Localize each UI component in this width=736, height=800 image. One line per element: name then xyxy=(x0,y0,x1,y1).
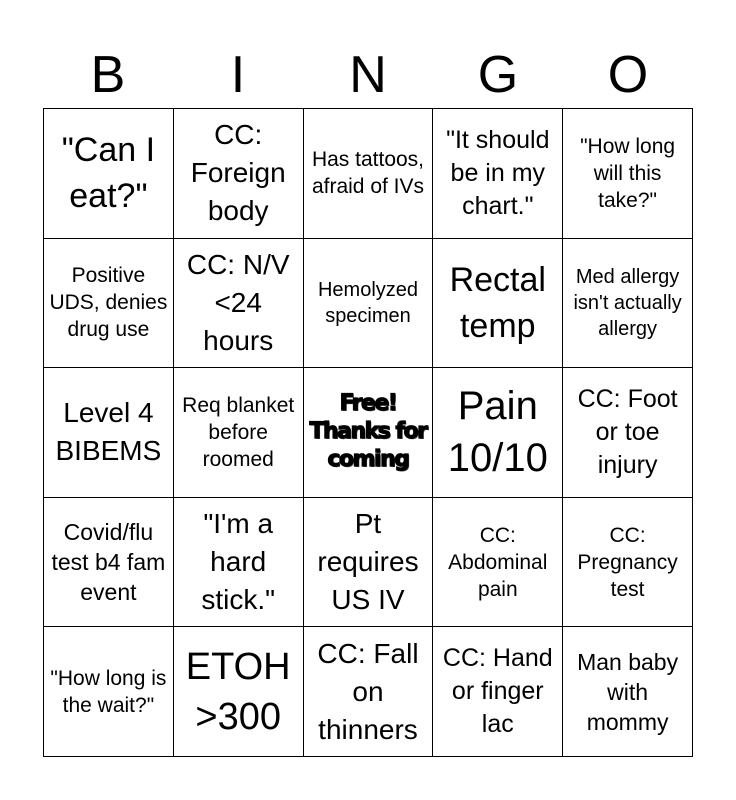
cell-text: "I'm a hard stick." xyxy=(201,508,276,616)
cell-text: CC: Foot or toe injury xyxy=(577,384,678,479)
bingo-board xyxy=(43,108,693,757)
cell-text: "How long is the wait?" xyxy=(50,666,167,717)
cell-text: "Can I eat?" xyxy=(61,131,156,216)
cell-text: "How long will this take?" xyxy=(580,134,676,212)
bingo-cell[interactable] xyxy=(563,627,693,757)
cell-text: CC: Hand or finger lac xyxy=(442,644,553,739)
cell-text: ETOH >300 xyxy=(185,645,291,738)
bingo-cell[interactable] xyxy=(563,368,693,498)
cell-text: "It should be in my chart." xyxy=(446,125,550,220)
cell-text: Pt requires US IV xyxy=(317,508,419,616)
cell-text: Hemolyzed specimen xyxy=(317,278,419,327)
free-space-cell[interactable] xyxy=(304,368,434,498)
cell-text: Level 4 BIBEMS xyxy=(55,397,162,467)
bingo-cell[interactable] xyxy=(304,109,434,239)
header-letter-n: N xyxy=(349,46,387,104)
bingo-cell[interactable] xyxy=(44,498,174,628)
cell-text: Med allergy isn't actually allergy xyxy=(573,265,682,340)
header-letter-b: B xyxy=(90,46,126,104)
bingo-cell[interactable] xyxy=(304,498,434,628)
bingo-cell[interactable] xyxy=(563,109,693,239)
bingo-cell[interactable] xyxy=(304,627,434,757)
bingo-cell[interactable] xyxy=(174,368,304,498)
cell-text: CC: Foreign body xyxy=(190,119,286,227)
cell-text: Positive UDS, denies drug use xyxy=(49,264,168,342)
bingo-cell[interactable] xyxy=(304,239,434,369)
cell-text: Man baby with mommy xyxy=(577,648,679,735)
bingo-cell[interactable] xyxy=(174,498,304,628)
cell-text: Covid/flu test b4 fam event xyxy=(51,519,166,606)
bingo-cell[interactable] xyxy=(433,109,563,239)
bingo-cell[interactable] xyxy=(44,368,174,498)
bingo-cell[interactable] xyxy=(174,109,304,239)
bingo-cell[interactable] xyxy=(174,239,304,369)
cell-text: CC: Pregnancy test xyxy=(577,523,678,601)
cell-text: Has tattoos, afraid of IVs xyxy=(311,148,425,199)
bingo-cell[interactable] xyxy=(44,627,174,757)
cell-text: CC: Fall on thinners xyxy=(317,637,419,745)
cell-text: CC: N/V <24 hours xyxy=(186,248,290,356)
bingo-cell[interactable] xyxy=(433,498,563,628)
cell-text: Req blanket before roomed xyxy=(182,393,295,471)
bingo-cell[interactable] xyxy=(433,368,563,498)
bingo-cell[interactable] xyxy=(433,627,563,757)
header-letter-g: G xyxy=(477,46,519,104)
cell-text: CC: Abdominal pain xyxy=(448,523,548,601)
bingo-cell[interactable] xyxy=(563,239,693,369)
header-letter-i: I xyxy=(230,46,246,104)
free-space-text: Free! Thanks for coming xyxy=(309,391,427,473)
bingo-header xyxy=(43,44,693,106)
header-letter-o: O xyxy=(607,46,649,104)
cell-text: Pain 10/10 xyxy=(447,384,548,481)
bingo-cell[interactable] xyxy=(44,239,174,369)
cell-text: Rectal temp xyxy=(449,260,546,345)
bingo-cell[interactable] xyxy=(563,498,693,628)
bingo-cell[interactable] xyxy=(44,109,174,239)
bingo-cell[interactable] xyxy=(433,239,563,369)
bingo-cell[interactable] xyxy=(174,627,304,757)
